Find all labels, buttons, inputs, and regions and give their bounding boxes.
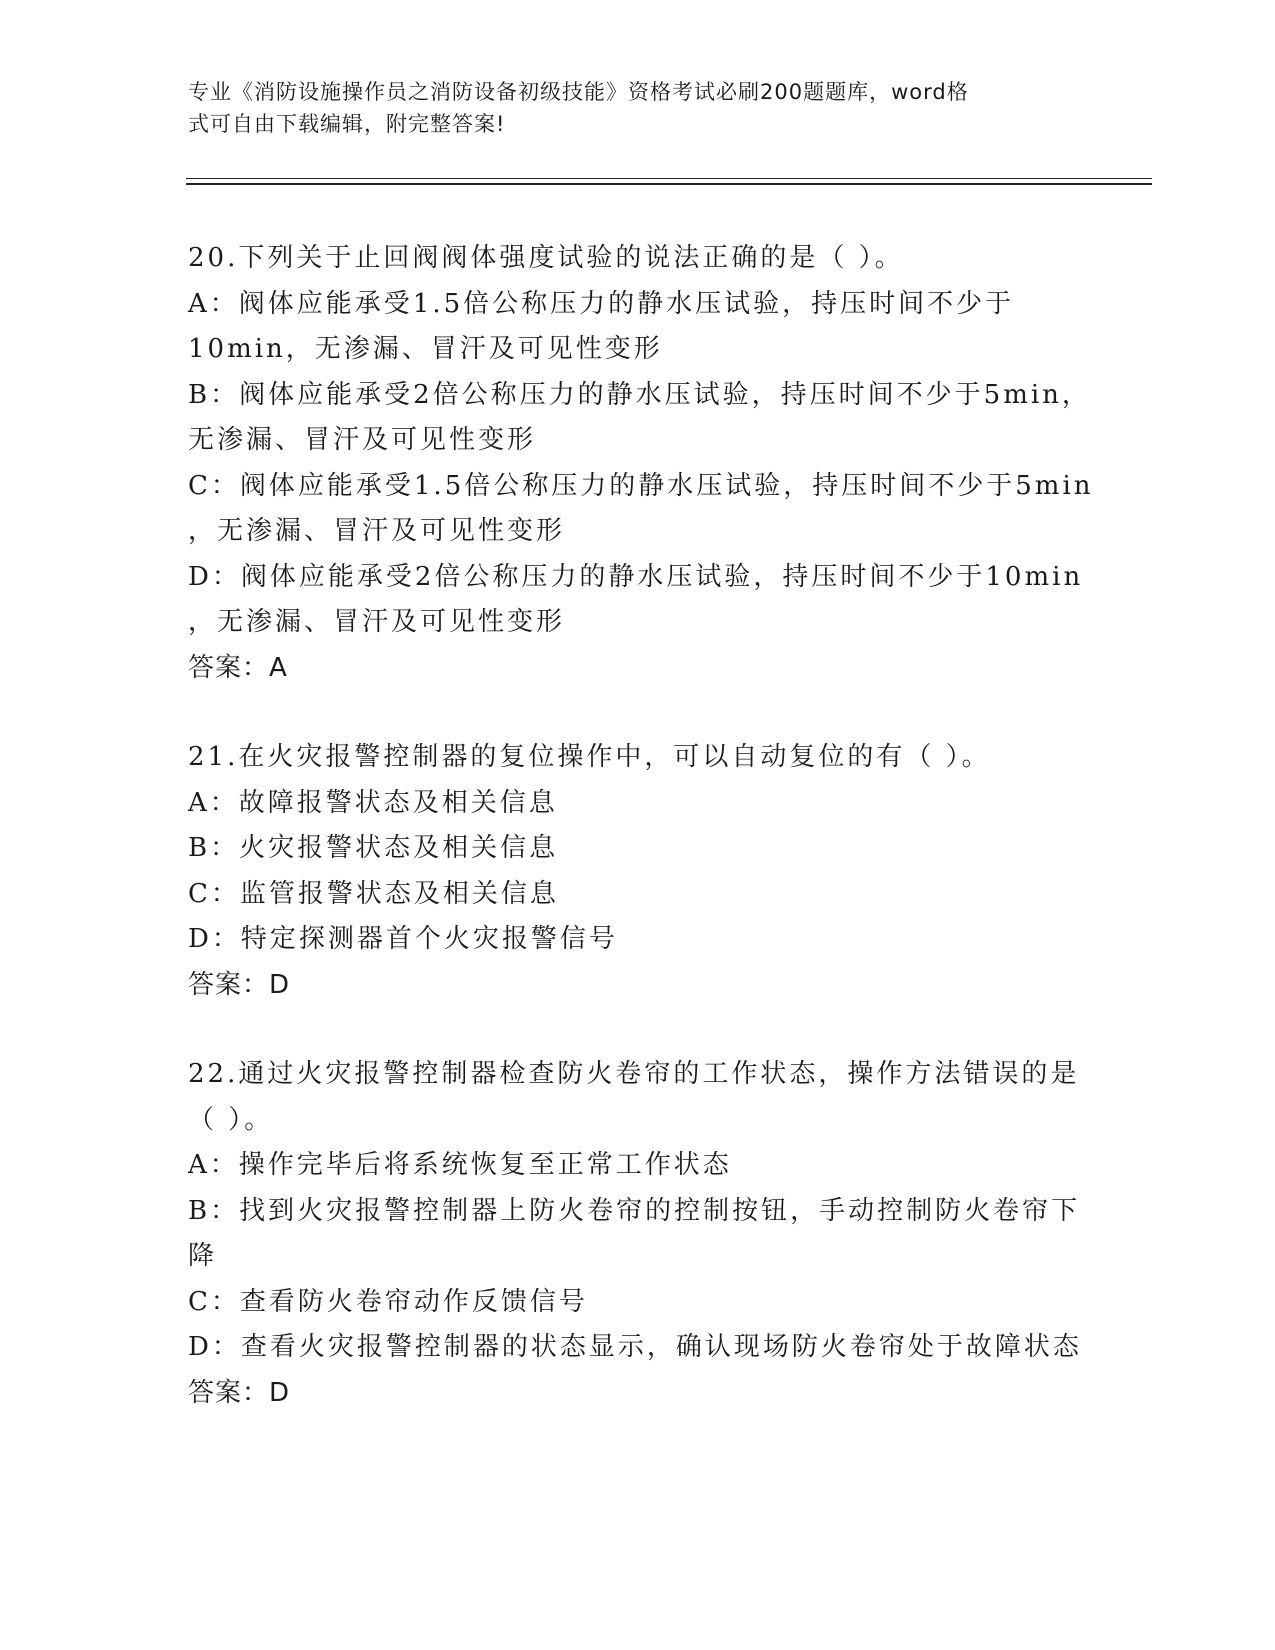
option-d-continued: ，无渗漏、冒汗及可见性变形 — [188, 607, 566, 637]
option-b-continued: 降 — [188, 1241, 218, 1271]
document-header — [188, 76, 1068, 140]
header-line-2: 式可自由下载编辑，附完整答案! — [188, 112, 506, 136]
question-stem: 20.下列关于止回阀阀体强度试验的说法正确的是（ ）。 — [188, 243, 904, 273]
answer-line: 答案：D — [188, 1377, 291, 1408]
option-d: D：阀体应能承受2倍公称压力的静水压试验，持压时间不少于10min — [188, 561, 1084, 592]
option-a: A：阀体应能承受1.5倍公称压力的静水压试验，持压时间不少于 — [188, 288, 1015, 319]
option-a: A：操作完毕后将系统恢复至正常工作状态 — [188, 1150, 732, 1180]
question-21 — [188, 735, 1088, 1008]
question-stem: 21.在火灾报警控制器的复位操作中，可以自动复位的有（ ）。 — [188, 742, 991, 772]
option-c-continued: ，无渗漏、冒汗及可见性变形 — [188, 516, 566, 546]
option-c: C：监管报警状态及相关信息 — [188, 878, 559, 909]
answer-line: 答案：A — [188, 652, 288, 683]
option-d: D：特定探测器首个火灾报警信号 — [188, 924, 618, 954]
option-d: D：查看火灾报警控制器的状态显示，确认现场防火卷帘处于故障状态 — [188, 1332, 1082, 1362]
option-b-continued: 无渗漏、冒汗及可见性变形 — [188, 425, 537, 455]
option-b: B：火灾报警状态及相关信息 — [188, 833, 559, 863]
option-c: C：阀体应能承受1.5倍公称压力的静水压试验，持压时间不少于5min — [188, 470, 1094, 501]
option-b: B：阀体应能承受2倍公称压力的静水压试验，持压时间不少于5min， — [188, 379, 1091, 410]
header-divider-bottom — [186, 183, 1152, 185]
header-divider-top — [186, 178, 1152, 179]
option-a-continued: 10min，无渗漏、冒汗及可见性变形 — [188, 334, 663, 364]
option-b: B：找到火灾报警控制器上防火卷帘的控制按钮，手动控制防火卷帘下 — [188, 1195, 1081, 1226]
option-c: C：查看防火卷帘动作反馈信号 — [188, 1286, 588, 1317]
question-list — [188, 236, 1094, 1460]
question-stem: 22.通过火灾报警控制器检查防火卷帘的工作状态，操作方法错误的是 — [188, 1059, 1080, 1089]
answer-line: 答案：D — [188, 969, 291, 1000]
question-stem-continued: （ ）。 — [188, 1104, 274, 1135]
header-line-1: 专业《消防设施操作员之消防设备初级技能》资格考试必刷200题题库，word格 — [188, 80, 969, 104]
question-22 — [188, 1052, 1088, 1416]
question-20 — [188, 236, 1094, 691]
option-a: A：故障报警状态及相关信息 — [188, 787, 558, 818]
